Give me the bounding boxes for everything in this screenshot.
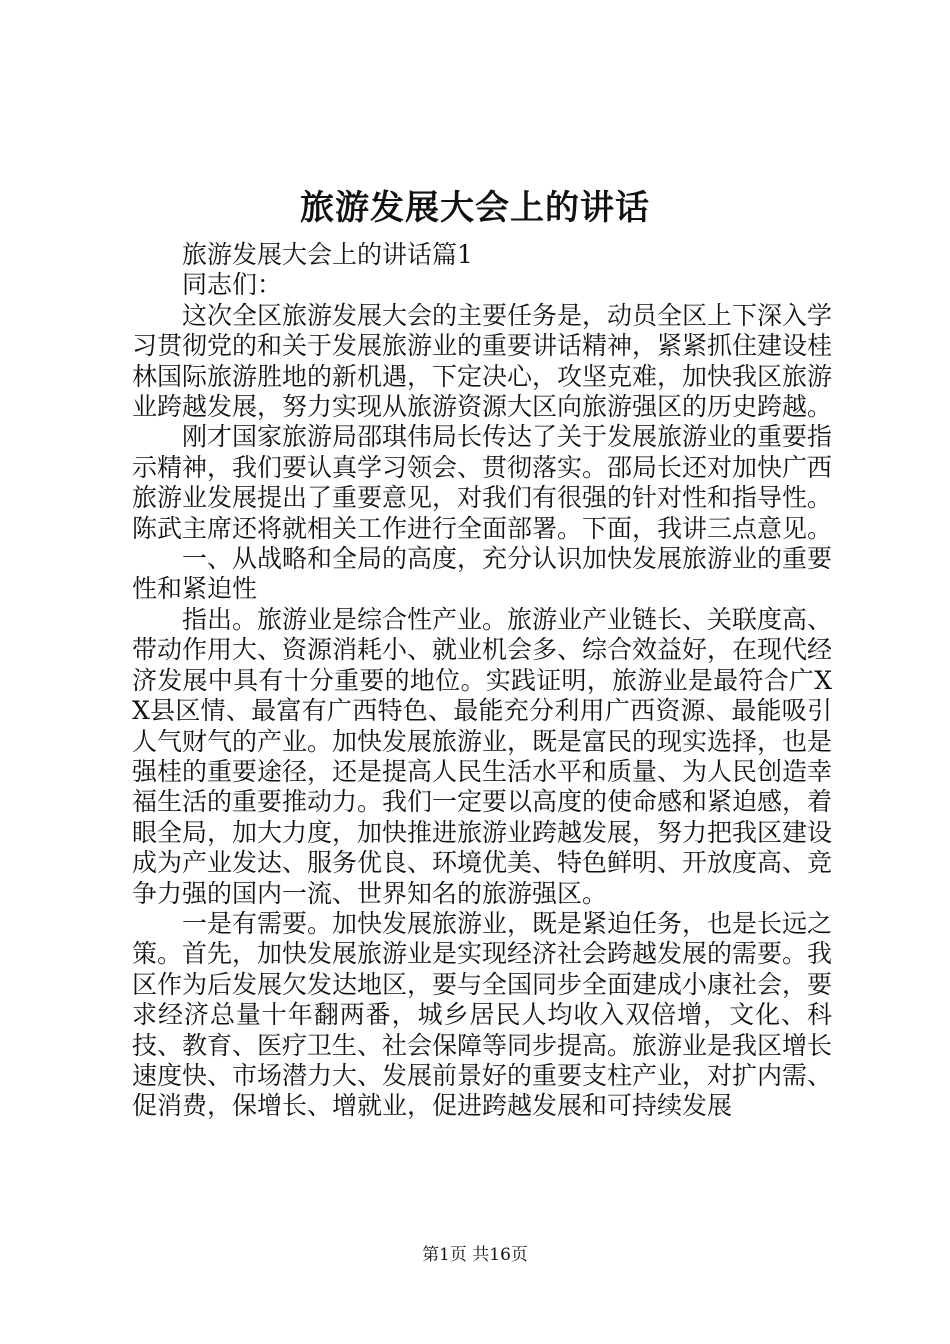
document-body <box>132 240 832 1122</box>
page-footer: 第1页 共16页 <box>422 1245 528 1265</box>
paragraph-salutation: 同志们： <box>182 270 283 300</box>
paragraph: 刚才国家旅游局邵琪伟局长传达了关于发展旅游业的重要指示精神，我们要认真学习领会、贯彻落实。邵局长还对加快广西旅游业发展提出了重要意见，对我们有很强的针对性和指导性。陈武主席还将就相关工作进行全面部署。下面，我讲三点意见。 <box>132 422 833 543</box>
paragraph-section-heading: 旅游发展大会上的讲话篇1 <box>182 240 473 269</box>
paragraph: 一是有需要。加快发展旅游业，既是紧迫任务，也是长远之策。首先，加快发展旅游业是实现经济社会跨越发展的需要。我区作为后发展欠发达地区，要与全国同步全面建成小康社会，要求经济总量十年翻两番，城乡居民人均收入双倍增，文化、科技、教育、医疗卫生、社会保障等同步提高。旅游业是我区增长速度快、市场潜力大、发展前景好的重要支柱产业，对扩内需、促消费，保增长、增就业，促进跨越发展和可持续发展 <box>132 908 833 1121</box>
paragraph-heading: 一、从战略和全局的高度，充分认识加快发展旅游业的重要性和紧迫性 <box>132 544 833 604</box>
paragraph: 指出。旅游业是综合性产业。旅游业产业链长、关联度高、带动作用大、资源消耗小、就业机会多、综合效益好，在现代经济发展中具有十分重要的地位。实践证明，旅游业是最符合广XX县区情、最富有广西特色、最能充分利用广西资源、最能吸引人气财气的产业。加快发展旅游业，既是富民的现实选择，也是强桂的重要途径，还是提高人民生活水平和质量、为人民创造幸福生活的重要推动力。我们一定要以高度的使命感和紧迫感，着眼全局，加大力度，加快推进旅游业跨越发展，努力把我区建设成为产业发达、服务优良、环境优美、特色鲜明、开放度高、竞争力强的国内一流、世界知名的旅游强区。 <box>132 604 833 908</box>
paragraph: 这次全区旅游发展大会的主要任务是，动员全区上下深入学习贯彻党的和关于发展旅游业的重要讲话精神，紧紧抓住建设桂林国际旅游胜地的新机遇，下定决心，攻坚克难，加快我区旅游业跨越发展，努力实现从旅游资源大区向旅游强区的历史跨越。 <box>132 300 833 422</box>
document-title: 旅游发展大会上的讲话 <box>300 188 650 228</box>
